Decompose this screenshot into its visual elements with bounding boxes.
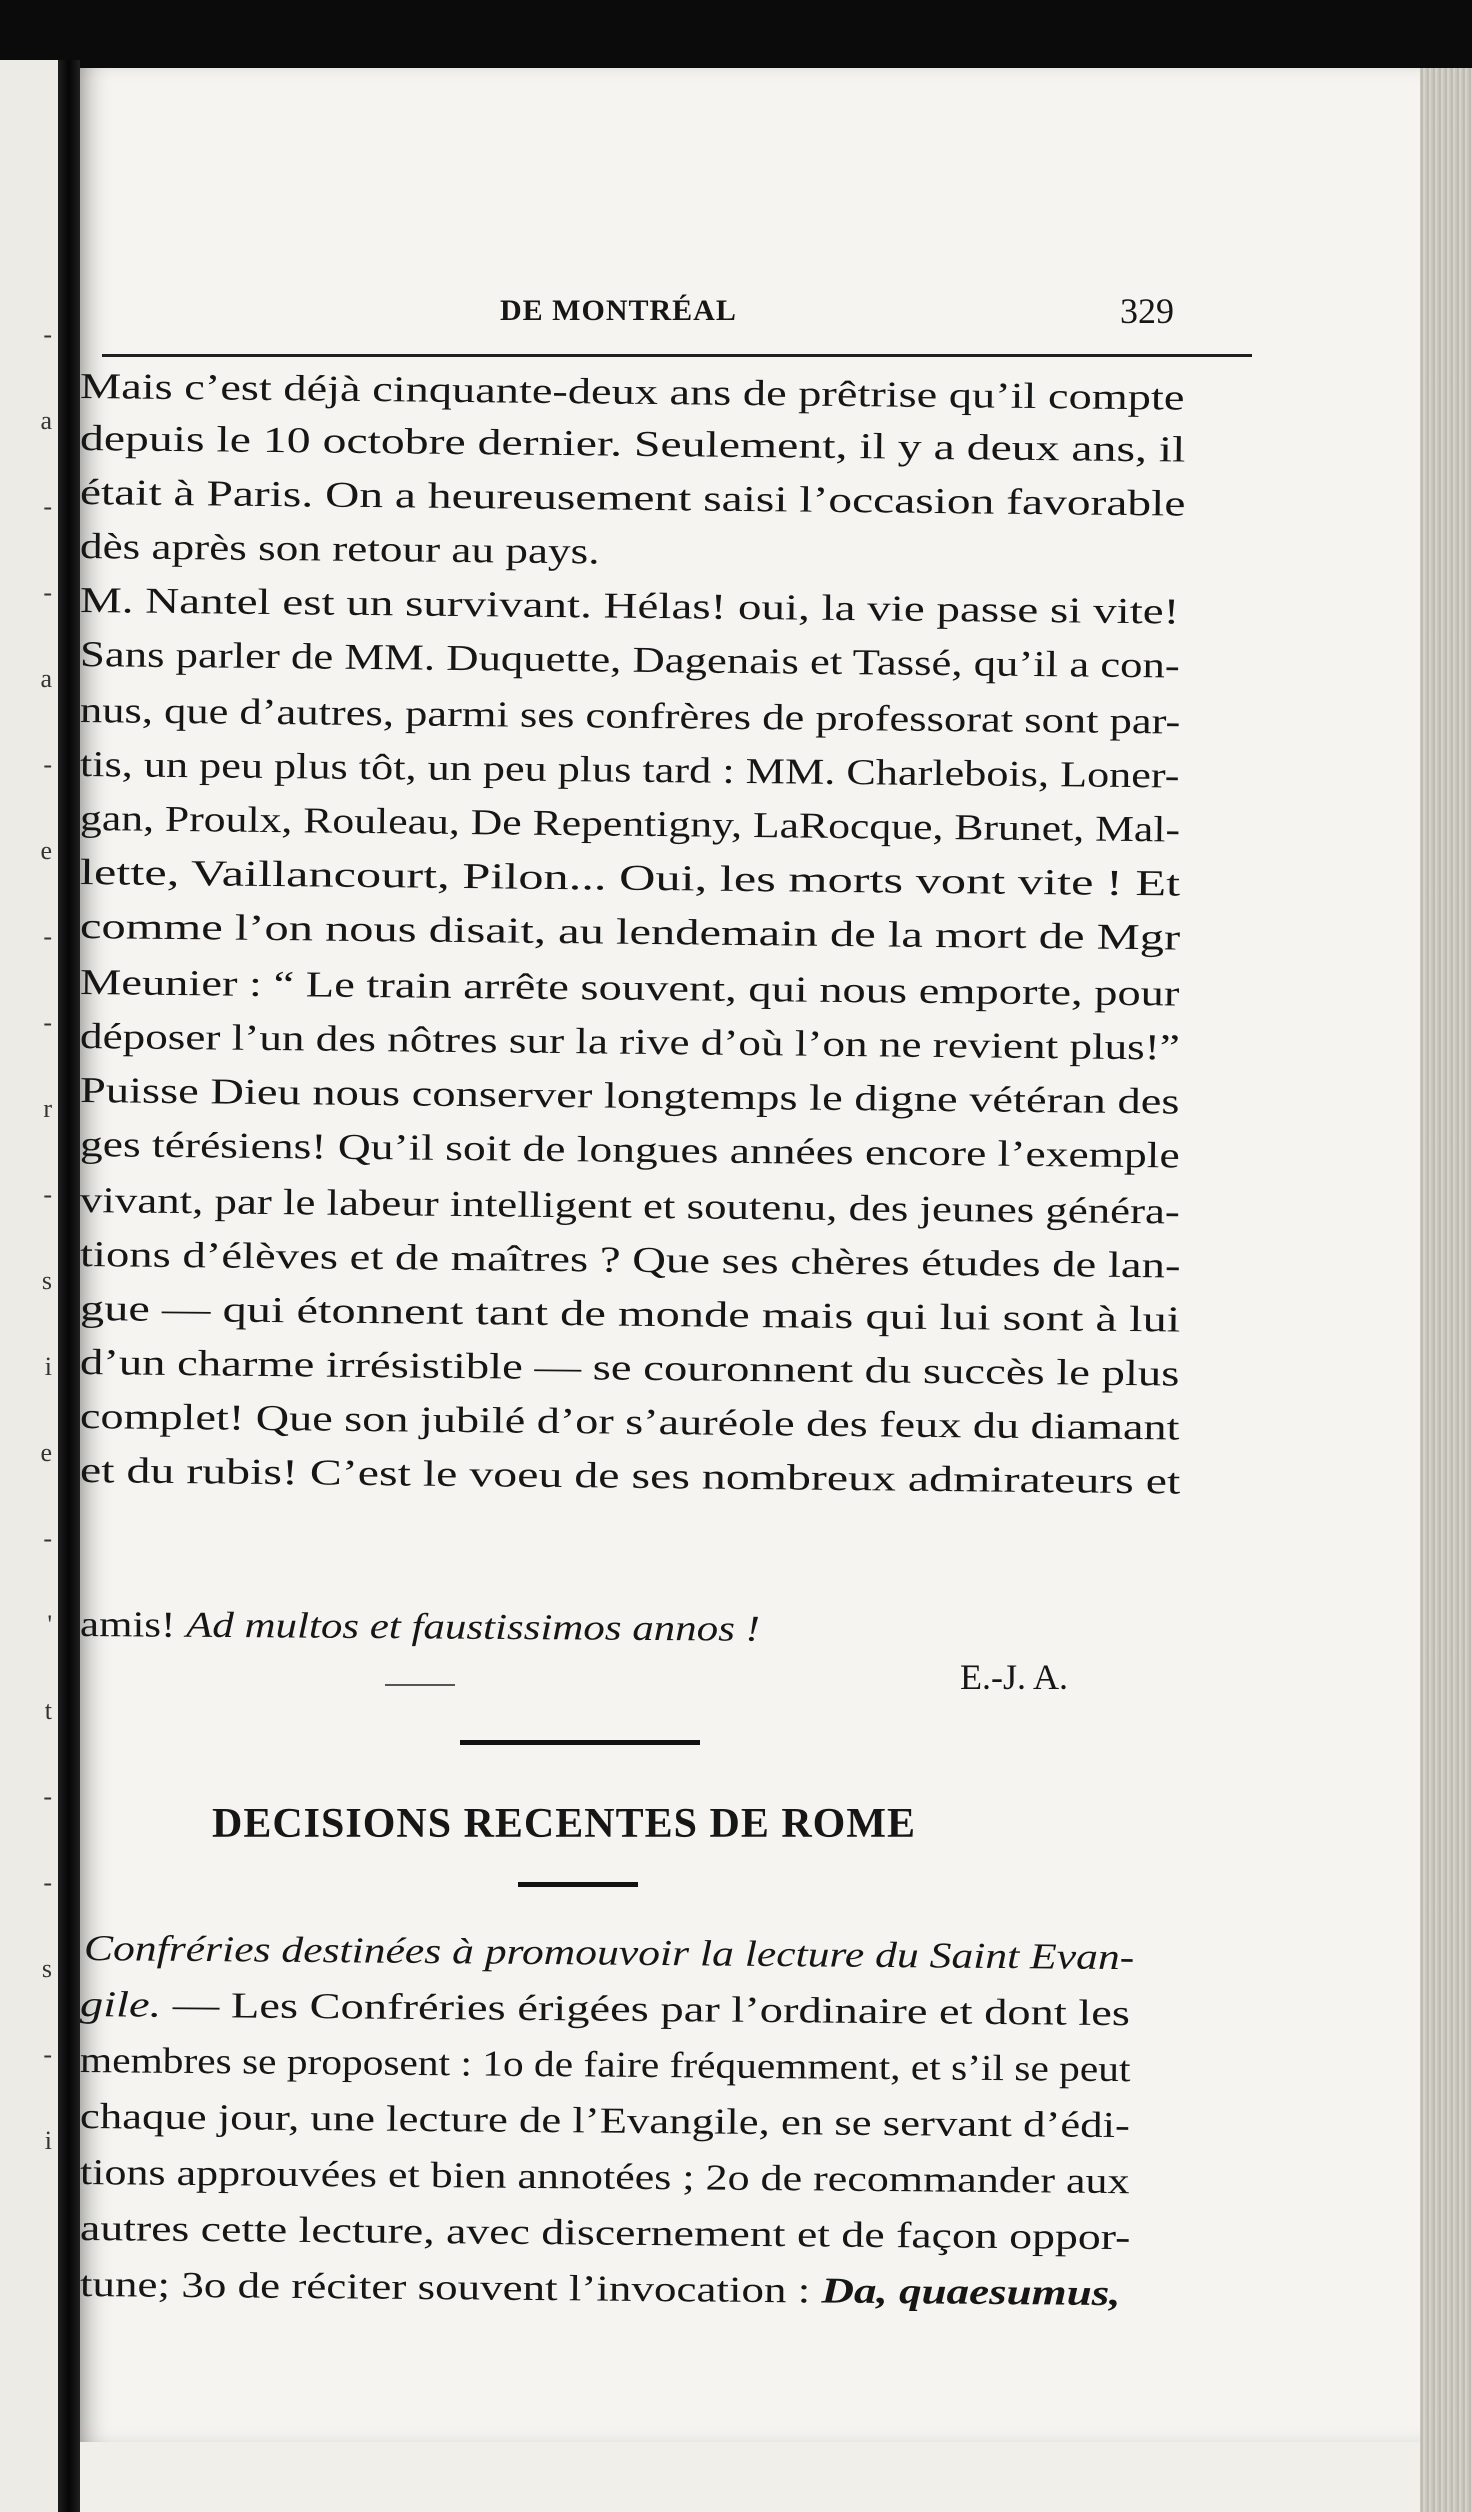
section-subheading-line <box>83 1927 1135 1978</box>
running-head: DE MONTRÉAL <box>500 294 737 327</box>
facing-page-fragment: - <box>43 1782 52 1811</box>
article-line: vivant, par le labeur intelligent et soutenu, des jeunes généra- <box>80 1179 1181 1232</box>
facing-page-fragment: ' <box>47 1610 52 1639</box>
article-line: gue — qui étonnent tant de monde mais qui lui sont à lui <box>80 1287 1181 1340</box>
facing-page-fragment: - <box>43 750 52 779</box>
section-line: tions approuvées et bien annotées ; 2o de recommander aux <box>80 2151 1130 2202</box>
article-line: ges térésiens! Qu’il soit de longues années encore l’exemple <box>80 1123 1180 1176</box>
facing-page-fragment: r <box>43 1094 52 1123</box>
book-page <box>80 68 1420 2442</box>
article-line: depuis le 10 octobre dernier. Seulement, il y a deux ans, il <box>80 417 1186 470</box>
facing-page-fragment: - <box>43 320 52 349</box>
article-line: tions d’élèves et de maîtres ? Que ses chères études de lan- <box>80 1233 1181 1286</box>
facing-page-fragment: a <box>40 664 52 693</box>
article-line: M. Nantel est un survivant. Hélas! oui, la vie passe si vite! <box>80 579 1180 632</box>
page-stack-edge <box>1420 68 1472 2512</box>
article-line: dès après son retour au pays. <box>80 525 600 572</box>
subheading-italic-end: gile. <box>80 1983 162 2025</box>
article-line: Mais c’est déjà cinquante-deux ans de prêtrise qu’il compte <box>80 365 1185 418</box>
facing-page-fragment: e <box>40 836 52 865</box>
article-line: déposer l’un des nôtres sur la rive d’où l’on ne revient plus!” <box>80 1015 1181 1068</box>
section-line-text: — Les Confréries érigées par l’ordinaire et dont les <box>161 1983 1131 2034</box>
article-line: Meunier : “ Le train arrête souvent, qui nous emporte, pour <box>80 961 1180 1014</box>
subheading-italic: Confréries destinées à promouvoir la lecture du Saint Evan- <box>83 1927 1135 1978</box>
facing-page-fragment: t <box>44 1696 52 1725</box>
header-rule <box>102 354 1252 357</box>
section-title: DECISIONS RECENTES DE ROME <box>212 1801 916 1847</box>
facing-page-fragment: - <box>43 2040 52 2069</box>
article-line: et du rubis! C’est le voeu de ses nombreux admirateurs et <box>80 1449 1181 1502</box>
facing-page-fragment: - <box>43 492 52 521</box>
last-line-text: tune; 3o de réciter souvent l’invocation : <box>80 2263 822 2311</box>
facing-page-fragment: - <box>43 922 52 951</box>
section-line <box>80 1983 1131 2034</box>
book-spine <box>58 60 80 2512</box>
section-last-line <box>80 2263 1121 2314</box>
article-line: comme l’on nous disait, au lendemain de la mort de Mgr <box>80 905 1181 958</box>
facing-page-fragment: - <box>43 1008 52 1037</box>
closing-prefix: amis! <box>80 1603 187 1645</box>
last-line-latin: Da, quaesumus, <box>821 2269 1121 2314</box>
page-number: 329 <box>1120 291 1174 331</box>
section-line: membres se proposent : 1o de faire fréquemment, et s’il se peut <box>80 2039 1131 2090</box>
article-line: Puisse Dieu nous conserver longtemps le digne vétéran des <box>80 1069 1180 1122</box>
article-line: lette, Vaillancourt, Pilon... Oui, les morts vont vite ! Et <box>80 851 1181 904</box>
signature-rule <box>385 1684 455 1686</box>
facing-page-edge <box>0 60 58 2512</box>
closing-line <box>80 1603 761 1649</box>
author-signature: E.-J. A. <box>960 1657 1068 1697</box>
section-line: chaque jour, une lecture de l’Evangile, en se servant d’édi- <box>80 2095 1131 2146</box>
facing-page-fragment: e <box>40 1438 52 1467</box>
facing-page-fragment: s <box>41 1954 52 1983</box>
article-line: gan, Proulx, Rouleau, De Repentigny, LaRocque, Brunet, Mal- <box>80 797 1181 850</box>
facing-page-fragment: - <box>43 1868 52 1897</box>
article-line: était à Paris. On a heureusement saisi l’occasion favorable <box>80 471 1186 524</box>
facing-page-fragment: a <box>40 406 52 435</box>
article-line: d’un charme irrésistible — se couronnent du succès le plus <box>80 1341 1180 1394</box>
facing-page-fragment: - <box>43 578 52 607</box>
article-line: Sans parler de MM. Duquette, Dagenais et Tassé, qu’il a con- <box>80 633 1181 686</box>
article-line: nus, que d’autres, parmi ses confrères de professorat sont par- <box>80 689 1181 742</box>
facing-page-fragment: s <box>41 1266 52 1295</box>
facing-page-fragment: i <box>44 1352 52 1381</box>
facing-page-fragment: i <box>44 2126 52 2155</box>
section-divider-bottom <box>518 1882 638 1887</box>
latin-wish: Ad multos et faustissimos annos ! <box>185 1603 761 1649</box>
article-line: tis, un peu plus tôt, un peu plus tard : MM. Charlebois, Loner- <box>80 743 1180 796</box>
facing-page-fragment: - <box>43 1524 52 1553</box>
section-line: autres cette lecture, avec discernement et de façon oppor- <box>80 2207 1131 2258</box>
article-line: complet! Que son jubilé d’or s’auréole des feux du diamant <box>80 1395 1180 1448</box>
section-divider-top <box>460 1740 700 1745</box>
facing-page-fragment: - <box>43 1180 52 1209</box>
page-bottom-margin <box>80 2442 1420 2512</box>
